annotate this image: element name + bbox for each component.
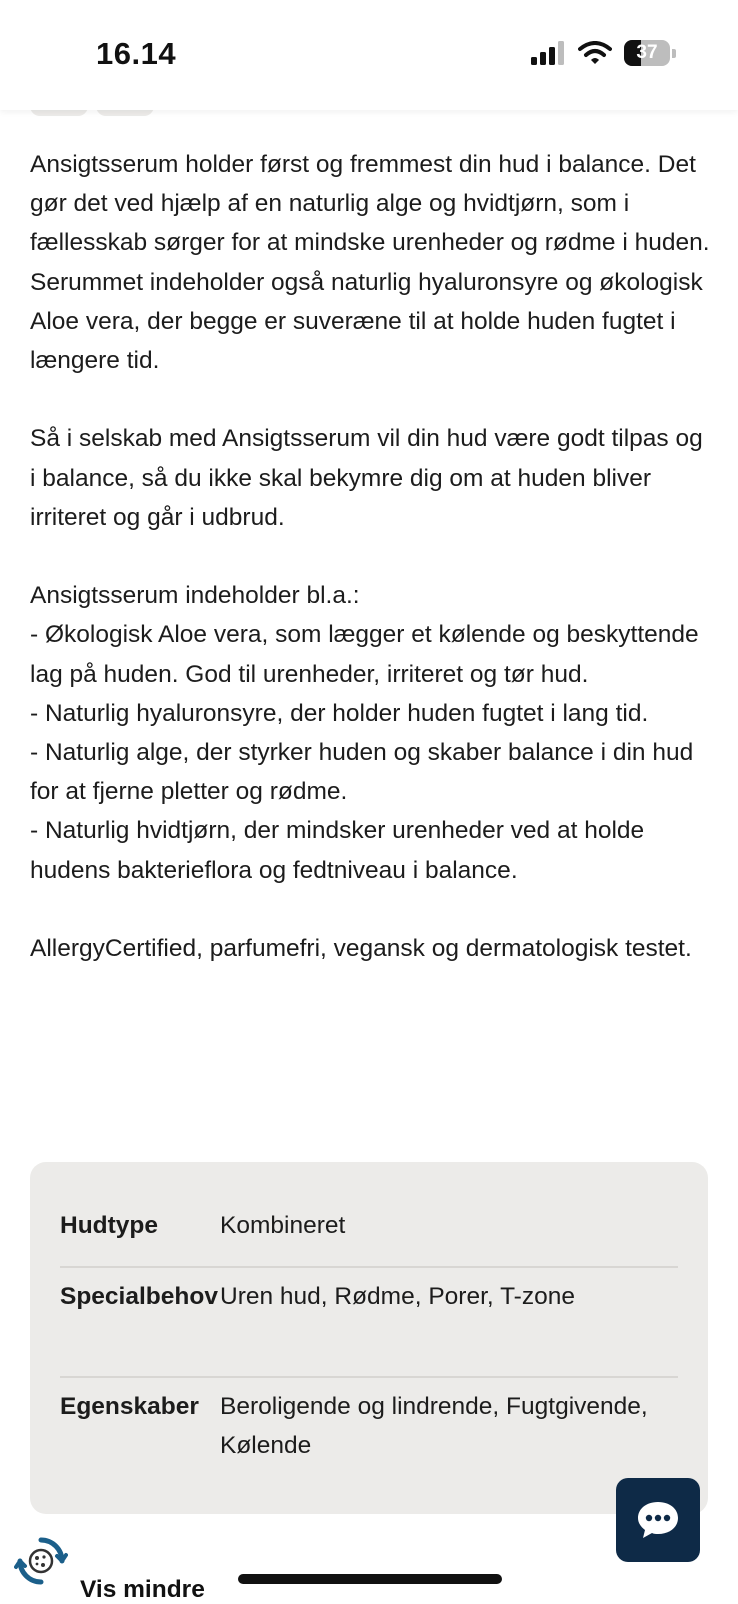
- spec-value: Uren hud, Rødme, Porer, T-zone: [220, 1283, 575, 1310]
- spec-row-specialbehov: [60, 1277, 678, 1316]
- cookie-settings-icon[interactable]: [14, 1534, 68, 1588]
- clock: 16.14: [96, 36, 177, 71]
- spec-row-hudtype: [60, 1206, 678, 1245]
- battery-level: 37: [636, 42, 658, 63]
- battery-icon: [624, 40, 670, 66]
- certifications-text: AllergyCertified, parfumefri, vegansk og dermatologisk testet.: [30, 935, 692, 963]
- spec-value: Kombineret: [220, 1212, 346, 1239]
- spec-label: Specialbehov: [60, 1283, 218, 1310]
- wifi-icon: [578, 41, 612, 65]
- signal-icon: [530, 41, 566, 65]
- ingredient-item: - Naturlig alge, der styrker huden og skaber balance i din hud for at fjerne pletter og rødme.: [30, 739, 694, 806]
- ingredient-item: - Naturlig hyaluronsyre, der holder huden fugtet i lang tid.: [30, 699, 649, 727]
- spec-row-egenskaber: [60, 1387, 678, 1465]
- spec-label: Egenskaber: [60, 1393, 199, 1420]
- chat-button[interactable]: [616, 1478, 700, 1562]
- spec-divider: [60, 1266, 678, 1268]
- show-less-button[interactable]: Vis mindre: [80, 1576, 205, 1603]
- status-icons: [530, 40, 676, 66]
- battery-cap: [672, 49, 676, 58]
- spec-divider: [60, 1376, 678, 1378]
- ingredient-item: - Naturlig hvidtjørn, der mindsker urenheder ved at holde hudens bakterieflora og fedtniveau i balance.: [30, 817, 645, 884]
- ingredient-item: - Økologisk Aloe vera, som lægger et kølende og beskyttende lag på huden. God til urenheder, irriteret og tør hud.: [30, 621, 699, 688]
- spec-label: Hudtype: [60, 1212, 158, 1239]
- home-indicator[interactable]: [238, 1574, 502, 1584]
- spec-value: Beroligende og lindrende, Fugtgivende, Kølende: [220, 1393, 648, 1459]
- description-paragraph: Så i selskab med Ansigtsserum vil din hud være godt tilpas og i balance, så du ikke skal bekymre dig om at huden bliver irriteret og går i udbrud.: [30, 425, 703, 531]
- chat-bubble-icon: [635, 1499, 681, 1541]
- product-specs-card: [30, 1162, 708, 1514]
- status-bar: [0, 0, 738, 110]
- product-description: [30, 145, 710, 1007]
- description-paragraph: Ansigtsserum holder først og fremmest din hud i balance. Det gør det ved hjælp af en naturlig alge og hvidtjørn, som i fællesskab sørger for at mindske urenheder og rødme i huden. Serummet indeholder også naturlig hyaluronsyre og økologisk Aloe vera, der begge er suveræne til at holde huden fugtet i længere tid.: [30, 151, 710, 375]
- ingredients-heading: Ansigtsserum indeholder bl.a.:: [30, 582, 360, 610]
